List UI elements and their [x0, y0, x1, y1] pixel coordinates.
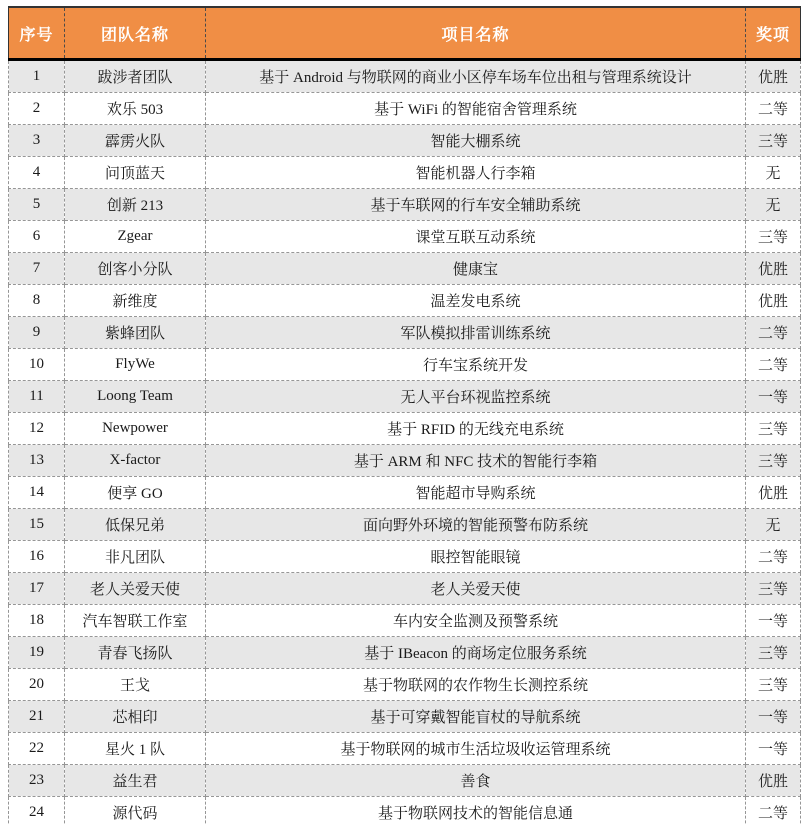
cell-award: 三等 [746, 125, 801, 157]
cell-index: 4 [9, 157, 65, 189]
cell-project-name: 智能机器人行李箱 [206, 157, 746, 189]
cell-project-name: 基于车联网的行车安全辅助系统 [206, 189, 746, 221]
cell-team-name: 汽车智联工作室 [65, 605, 206, 637]
cell-project-name: 军队模拟排雷训练系统 [206, 317, 746, 349]
cell-index: 8 [9, 285, 65, 317]
cell-index: 16 [9, 541, 65, 573]
table-row [9, 125, 801, 157]
cell-award: 二等 [746, 93, 801, 125]
cell-award: 三等 [746, 413, 801, 445]
cell-index: 19 [9, 637, 65, 669]
cell-index: 14 [9, 477, 65, 509]
cell-team-name: 创新 213 [65, 189, 206, 221]
cell-award: 优胜 [746, 253, 801, 285]
cell-award: 三等 [746, 445, 801, 477]
column-header-index: 序号 [9, 7, 65, 60]
table-row [9, 285, 801, 317]
table-row [9, 413, 801, 445]
cell-index: 22 [9, 733, 65, 765]
table-row [9, 157, 801, 189]
table-row [9, 509, 801, 541]
cell-project-name: 基于 ARM 和 NFC 技术的智能行李箱 [206, 445, 746, 477]
cell-project-name: 行车宝系统开发 [206, 349, 746, 381]
cell-index: 20 [9, 669, 65, 701]
cell-team-name: Newpower [65, 413, 206, 445]
cell-index: 13 [9, 445, 65, 477]
cell-index: 18 [9, 605, 65, 637]
table-row [9, 701, 801, 733]
cell-index: 7 [9, 253, 65, 285]
cell-team-name: 非凡团队 [65, 541, 206, 573]
cell-project-name: 基于 Android 与物联网的商业小区停车场车位出租与管理系统设计 [206, 60, 746, 93]
cell-project-name: 基于物联网的城市生活垃圾收运管理系统 [206, 733, 746, 765]
table-row [9, 60, 801, 93]
cell-index: 10 [9, 349, 65, 381]
table-row [9, 669, 801, 701]
cell-team-name: FlyWe [65, 349, 206, 381]
header-row [9, 7, 801, 60]
cell-team-name: 创客小分队 [65, 253, 206, 285]
cell-index: 6 [9, 221, 65, 253]
cell-index: 15 [9, 509, 65, 541]
cell-award: 二等 [746, 541, 801, 573]
table-row [9, 797, 801, 824]
table-row [9, 317, 801, 349]
cell-index: 9 [9, 317, 65, 349]
cell-award: 二等 [746, 317, 801, 349]
table-row [9, 221, 801, 253]
cell-award: 三等 [746, 669, 801, 701]
cell-project-name: 面向野外环境的智能预警布防系统 [206, 509, 746, 541]
column-header-award: 奖项 [746, 7, 801, 60]
cell-award: 优胜 [746, 477, 801, 509]
cell-index: 11 [9, 381, 65, 413]
cell-team-name: Loong Team [65, 381, 206, 413]
cell-index: 24 [9, 797, 65, 824]
cell-award: 无 [746, 189, 801, 221]
cell-award: 优胜 [746, 60, 801, 93]
cell-award: 二等 [746, 797, 801, 824]
cell-index: 12 [9, 413, 65, 445]
cell-team-name: 欢乐 503 [65, 93, 206, 125]
awards-table [8, 6, 801, 824]
column-header-team-name: 团队名称 [65, 7, 206, 60]
cell-team-name: X-factor [65, 445, 206, 477]
cell-team-name: 王戈 [65, 669, 206, 701]
cell-award: 三等 [746, 573, 801, 605]
cell-team-name: 跋涉者团队 [65, 60, 206, 93]
table-row [9, 253, 801, 285]
cell-team-name: 霹雳火队 [65, 125, 206, 157]
cell-team-name: 老人关爱天使 [65, 573, 206, 605]
cell-project-name: 基于 WiFi 的智能宿舍管理系统 [206, 93, 746, 125]
cell-index: 21 [9, 701, 65, 733]
cell-award: 优胜 [746, 765, 801, 797]
table-row [9, 733, 801, 765]
table-row [9, 93, 801, 125]
table-row [9, 445, 801, 477]
cell-award: 无 [746, 157, 801, 189]
cell-award: 无 [746, 509, 801, 541]
table-row [9, 541, 801, 573]
cell-project-name: 智能超市导购系统 [206, 477, 746, 509]
cell-index: 17 [9, 573, 65, 605]
cell-team-name: 便享 GO [65, 477, 206, 509]
cell-award: 一等 [746, 733, 801, 765]
cell-project-name: 基于 IBeacon 的商场定位服务系统 [206, 637, 746, 669]
cell-project-name: 健康宝 [206, 253, 746, 285]
cell-project-name: 课堂互联互动系统 [206, 221, 746, 253]
table-row [9, 349, 801, 381]
cell-team-name: Zgear [65, 221, 206, 253]
table-header [9, 7, 801, 60]
cell-team-name: 源代码 [65, 797, 206, 824]
cell-award: 二等 [746, 349, 801, 381]
cell-team-name: 芯相印 [65, 701, 206, 733]
cell-award: 优胜 [746, 285, 801, 317]
cell-project-name: 基于物联网的农作物生长测控系统 [206, 669, 746, 701]
cell-team-name: 紫蜂团队 [65, 317, 206, 349]
cell-team-name: 青春飞扬队 [65, 637, 206, 669]
cell-project-name: 善食 [206, 765, 746, 797]
table-body [9, 60, 801, 824]
cell-project-name: 基于 RFID 的无线充电系统 [206, 413, 746, 445]
cell-project-name: 基于可穿戴智能盲杖的导航系统 [206, 701, 746, 733]
table-row [9, 573, 801, 605]
cell-project-name: 智能大棚系统 [206, 125, 746, 157]
table-row [9, 189, 801, 221]
cell-award: 一等 [746, 605, 801, 637]
cell-team-name: 益生君 [65, 765, 206, 797]
cell-project-name: 无人平台环视监控系统 [206, 381, 746, 413]
cell-award: 三等 [746, 221, 801, 253]
cell-index: 1 [9, 60, 65, 93]
table-row [9, 765, 801, 797]
cell-award: 三等 [746, 637, 801, 669]
table-row [9, 477, 801, 509]
cell-team-name: 星火 1 队 [65, 733, 206, 765]
cell-index: 3 [9, 125, 65, 157]
cell-team-name: 新维度 [65, 285, 206, 317]
table-row [9, 605, 801, 637]
cell-index: 23 [9, 765, 65, 797]
table-row [9, 637, 801, 669]
cell-project-name: 车内安全监测及预警系统 [206, 605, 746, 637]
cell-index: 5 [9, 189, 65, 221]
cell-award: 一等 [746, 701, 801, 733]
cell-project-name: 基于物联网技术的智能信息通 [206, 797, 746, 824]
cell-index: 2 [9, 93, 65, 125]
cell-award: 一等 [746, 381, 801, 413]
column-header-project-name: 项目名称 [206, 7, 746, 60]
cell-team-name: 问顶蓝天 [65, 157, 206, 189]
cell-team-name: 低保兄弟 [65, 509, 206, 541]
table-row [9, 381, 801, 413]
cell-project-name: 老人关爱天使 [206, 573, 746, 605]
cell-project-name: 眼控智能眼镜 [206, 541, 746, 573]
cell-project-name: 温差发电系统 [206, 285, 746, 317]
